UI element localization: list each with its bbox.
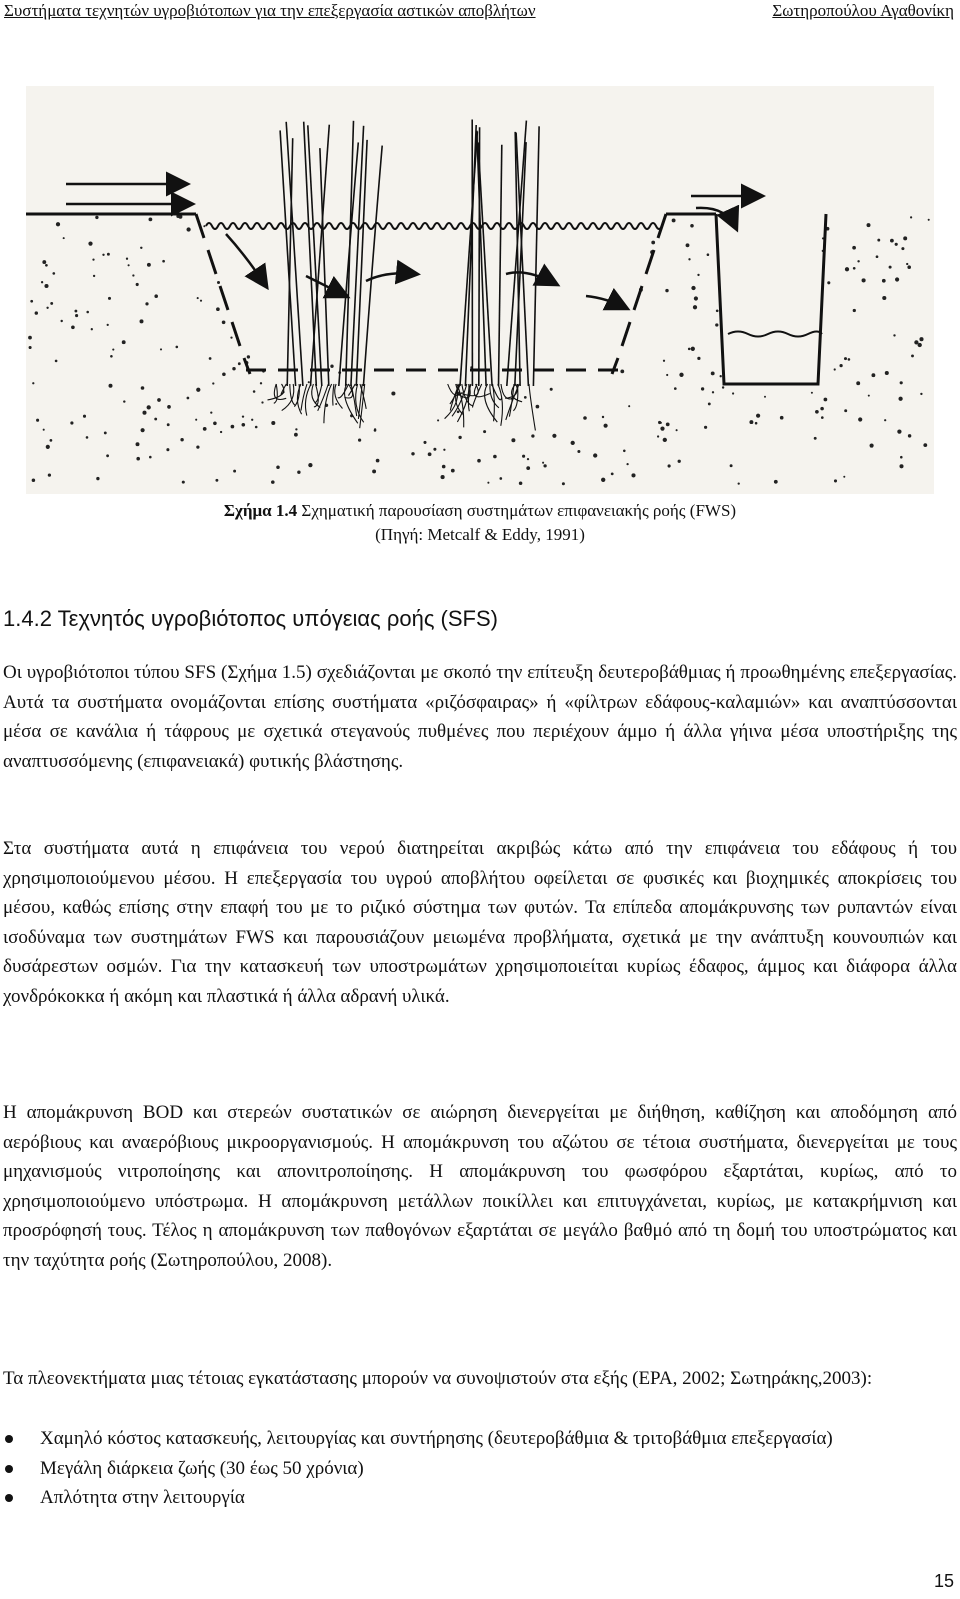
soil-dot	[136, 457, 140, 461]
soil-dot	[110, 355, 113, 358]
soil-dot	[611, 473, 614, 476]
soil-dot	[477, 459, 481, 463]
soil-dot	[908, 434, 911, 437]
page-number: 15	[933, 1571, 954, 1591]
soil-dot	[844, 409, 847, 412]
soil-dot	[391, 391, 395, 395]
bullet-icon	[5, 1494, 13, 1502]
soil-dot	[657, 435, 659, 437]
soil-dot	[821, 416, 824, 419]
soil-dot	[203, 225, 205, 227]
soil-dot	[104, 431, 107, 434]
soil-dot	[70, 421, 73, 424]
soil-dot	[852, 246, 856, 250]
soil-dot	[834, 479, 837, 482]
soil-dot	[74, 310, 77, 313]
soil-dot	[255, 426, 258, 429]
soil-dot	[884, 419, 886, 421]
soil-dot	[52, 272, 55, 275]
soil-dot	[46, 445, 50, 449]
soil-dot	[451, 469, 455, 473]
soil-dot	[583, 416, 587, 420]
soil-dot	[870, 444, 874, 448]
soil-dot	[889, 266, 892, 269]
soil-dot	[43, 429, 45, 431]
soil-dot	[220, 431, 222, 433]
soil-dot	[720, 375, 722, 377]
soil-dot	[690, 224, 694, 228]
soil-dot	[844, 357, 847, 360]
soil-dot	[543, 464, 546, 467]
soil-dot	[487, 482, 489, 484]
soil-dot	[91, 328, 93, 330]
soil-dot	[857, 260, 859, 262]
fws-schematic-figure	[26, 86, 934, 494]
soil-dot	[665, 289, 668, 292]
soil-dot	[839, 364, 842, 367]
soil-dot	[428, 452, 432, 456]
soil-dot	[295, 428, 297, 430]
soil-dot	[856, 381, 860, 385]
soil-dot	[242, 423, 246, 427]
soil-dot	[71, 325, 75, 329]
soil-dot	[623, 450, 626, 453]
soil-dot	[901, 247, 904, 250]
soil-dot	[112, 349, 114, 351]
soil-dot	[195, 419, 197, 421]
soil-dot	[550, 388, 553, 391]
soil-dot	[209, 357, 212, 360]
soil-dot	[96, 477, 99, 480]
soil-dot	[666, 374, 668, 376]
soil-dot	[63, 237, 65, 239]
soil-dot	[196, 445, 199, 448]
soil-dot	[815, 410, 819, 414]
soil-dot	[536, 405, 540, 409]
soil-dot	[154, 294, 158, 298]
soil-dot	[715, 323, 718, 326]
soil-dot	[716, 309, 719, 312]
soil-dot	[722, 386, 724, 388]
soil-dot	[499, 477, 502, 480]
figure-source: (Πηγή: Metcalf & Eddy, 1991)	[375, 525, 585, 544]
soil-dot	[774, 480, 778, 484]
soil-dot	[688, 348, 691, 351]
soil-dot	[898, 397, 902, 401]
soil-dot	[626, 463, 628, 465]
soil-dot	[108, 297, 111, 300]
soil-dot	[107, 324, 109, 326]
soil-dot	[86, 436, 89, 439]
soil-dot	[376, 459, 380, 463]
list-item	[3, 1424, 957, 1454]
soil-dot	[88, 241, 92, 245]
soil-dot	[230, 336, 232, 338]
advantages-list	[3, 1424, 957, 1513]
soil-dot	[923, 443, 927, 447]
soil-dot	[93, 275, 95, 277]
soil-dot	[142, 411, 146, 415]
soil-dot	[493, 455, 497, 459]
soil-dot	[895, 277, 899, 281]
soil-dot	[827, 281, 830, 284]
soil-dot	[132, 274, 134, 276]
figure-caption	[0, 500, 960, 522]
figure-caption-text: Σχηματική παρουσίαση συστημάτων επιφανειακής ροής (FWS)	[301, 501, 737, 520]
soil-dot	[853, 267, 856, 270]
soil-dot	[755, 422, 758, 425]
soil-dot	[914, 340, 918, 344]
soil-dot	[691, 286, 695, 290]
soil-dot	[660, 427, 664, 431]
soil-dot	[756, 414, 760, 418]
soil-dot	[707, 253, 710, 256]
soil-dot	[848, 358, 851, 361]
soil-dot	[48, 473, 51, 476]
soil-dot	[83, 415, 86, 418]
soil-dot	[868, 395, 870, 397]
soil-dot	[697, 357, 700, 360]
soil-dot	[233, 470, 236, 473]
soil-dot	[217, 281, 220, 284]
soil-dot	[372, 469, 376, 473]
soil-dot	[697, 274, 699, 276]
soil-dot	[620, 370, 624, 374]
soil-dot	[845, 267, 849, 271]
soil-dot	[882, 296, 886, 300]
soil-dot	[711, 371, 715, 375]
soil-dot	[242, 415, 244, 417]
soil-dot	[552, 434, 556, 438]
soil-dot	[928, 219, 930, 221]
soil-dot	[601, 478, 605, 482]
soil-dot	[911, 354, 914, 357]
soil-dot	[890, 239, 894, 243]
soil-dot	[122, 340, 126, 344]
soil-dot	[571, 441, 575, 445]
soil-dot	[877, 239, 880, 242]
section-heading: 1.4.2 Τεχνητός υγροβιότοπος υπόγειας ροής (SFS)	[3, 606, 498, 631]
soil-dot	[167, 405, 171, 409]
soil-dot	[32, 478, 36, 482]
soil-dot	[577, 450, 580, 453]
soil-dot	[631, 473, 635, 477]
soil-dot	[212, 382, 214, 384]
soil-dot	[871, 373, 875, 377]
soil-dot	[678, 460, 681, 463]
soil-dot	[136, 283, 139, 286]
soil-dot	[294, 433, 298, 437]
list-item	[3, 1454, 957, 1484]
soil-dot	[900, 456, 903, 459]
soil-dot	[899, 464, 903, 468]
soil-dot	[893, 334, 895, 336]
soil-dot	[106, 454, 109, 457]
soil-dot	[271, 421, 275, 425]
soil-dot	[867, 223, 871, 227]
soil-dot	[176, 346, 179, 349]
soil-dot	[562, 482, 565, 485]
soil-dot	[843, 476, 845, 478]
soil-dot	[55, 360, 58, 363]
soil-dot	[30, 300, 33, 303]
soil-dot	[222, 373, 226, 377]
soil-dot	[437, 419, 439, 421]
soil-dot	[604, 424, 608, 428]
soil-dot	[676, 429, 678, 431]
soil-dot	[701, 387, 704, 390]
soil-dot	[663, 360, 665, 362]
soil-dot	[60, 320, 62, 322]
soil-dot	[203, 427, 207, 431]
soil-dot	[691, 347, 695, 351]
soil-dot	[906, 263, 908, 265]
paragraph-2: Στα συστήματα αυτά η επιφάνεια του νερού διατηρείται ακριβώς κάτω από την επιφάνεια του εδάφους ή του χρησιμοποιούμενου μέσου. Η επεξεργασία του υγρού αποβλήτου οφείλεται σε φυσικές και βιοχημικές αποκρίσεις του μέσου, καθώς επίσης στην επαφή του με το ριζικό σύστημα των φυτών. Τα επίπεδα απομάκρυνσης των ρυπαντών είναι ισοδύναμα των συστημάτων FWS και παρουσιάζουν μειωμένα προβλήματα, σχετικά με την ανάπτυξη κουνουπιών και δυσάρεστων οσμών. Για την κατασκευή των υποστρωμάτων χρησιμοποιείται κυρίως έδαφος, άμμος και διάφορα άλλα χονδρόκοκκα ή ακόμη και πλαστικά ή άλλα αδρανή υλικά.	[3, 838, 957, 1007]
soil-dot	[92, 258, 94, 260]
soil-dot	[32, 382, 34, 384]
soil-dot	[197, 297, 199, 299]
soil-dot	[526, 466, 530, 470]
soil-dot	[358, 439, 361, 442]
soil-dot	[738, 482, 740, 484]
soil-dot	[330, 365, 333, 368]
soil-dot	[276, 465, 280, 469]
soil-dot	[222, 320, 226, 324]
paragraph-3: Η απομάκρυνση BOD και στερεών συστατικών σε αιώρηση διενεργείται με διήθηση, καθίζηση και αποδόμηση από αερόβιους και αναερόβιους μικροοργανισμούς. Η απομάκρυνση του αζώτου σε τέτοια συστήματα, διενεργείται με τους μηχανισμούς νιτροποίησης και απονιτροποίησης. Η απομάκρυνση του φωσφόρου εξαρτάται, κυρίως, από το χρησιμοποιούμενο υπόστρωμα. Η απομάκρυνση μετάλλων ποικίλλει και επιτυγχάνεται, κυρίως, με κατακρήμνιση και προσρόφησή τους. Τέλος η απομάκρυνση των παθογόνων εξαρτάται σε μεγάλο βαθμό από τη δομή του υποστρώματος και την ταχύτητα ροής (Σωτηροπούλου, 2008).	[3, 1102, 957, 1271]
soil-dot	[593, 453, 597, 457]
soil-dot	[141, 386, 145, 390]
soil-dot	[232, 367, 235, 370]
soil-dot	[732, 392, 734, 394]
soil-dot	[44, 284, 48, 288]
list-item-text: Μεγάλη διάρκεια ζωής (30 έως 50 χρόνια)	[40, 1457, 364, 1479]
soil-dot	[160, 348, 162, 350]
soil-dot	[527, 458, 529, 460]
soil-dot	[814, 437, 817, 440]
soil-dot	[522, 455, 525, 458]
soil-dot	[251, 419, 253, 421]
soil-dot	[200, 300, 202, 302]
soil-dot	[411, 452, 414, 455]
soil-dot	[335, 403, 337, 405]
soil-dot	[56, 222, 60, 226]
soil-dot	[910, 216, 912, 218]
soil-dot	[519, 482, 523, 486]
soil-dot	[834, 368, 836, 370]
soil-dot	[238, 362, 241, 365]
soil-dot	[658, 421, 661, 424]
soil-dot	[628, 405, 630, 407]
soil-dot	[780, 416, 784, 420]
soil-dot	[458, 436, 461, 439]
soil-dot	[663, 438, 667, 442]
soil-dot	[903, 236, 907, 240]
soil-dot	[231, 425, 235, 429]
soil-dot	[730, 464, 733, 467]
soil-dot	[126, 258, 128, 260]
soil-dot	[764, 396, 766, 398]
soil-dot	[29, 346, 32, 349]
soil-dot	[216, 307, 220, 311]
soil-dot	[154, 418, 157, 421]
soil-dot	[50, 439, 53, 442]
soil-dot	[524, 396, 527, 399]
header-document-title: Συστήματα τεχνητών υγροβιότοπων για την επεξεργασία αστικών αποβλήτων	[4, 1, 536, 20]
soil-dot	[824, 398, 828, 402]
soil-dot	[180, 438, 183, 441]
soil-dot	[136, 442, 140, 446]
soil-dot	[147, 405, 151, 409]
soil-dot	[109, 384, 113, 388]
soil-dot	[182, 481, 185, 484]
soil-dot	[443, 449, 445, 451]
soil-dot	[651, 241, 655, 245]
soil-dot	[920, 393, 922, 395]
soil-dot	[511, 438, 515, 442]
soil-dot	[187, 397, 190, 400]
soil-dot	[271, 480, 275, 484]
soil-dot	[215, 479, 218, 482]
soil-dot	[668, 464, 671, 467]
soil-dot	[442, 465, 446, 469]
soil-dot	[693, 305, 697, 309]
soil-dot	[895, 243, 898, 246]
header-author: Σωτηροπούλου Αγαθονίκη	[772, 1, 954, 20]
soil-dot	[167, 423, 170, 426]
soil-dot	[308, 463, 312, 467]
soil-dot	[694, 296, 698, 300]
soil-dot	[36, 419, 39, 422]
soil-dot	[140, 247, 142, 249]
soil-dot	[196, 388, 200, 392]
soil-dot	[149, 218, 153, 222]
soil-dot	[50, 302, 53, 305]
page-header	[0, 0, 960, 26]
soil-dot	[885, 371, 889, 375]
soil-dot	[666, 423, 670, 427]
soil-dot	[907, 265, 911, 269]
soil-dot	[688, 258, 690, 260]
soil-dot	[858, 417, 862, 421]
soil-dot	[876, 255, 879, 258]
list-item	[3, 1483, 957, 1513]
soil-dot	[128, 264, 130, 266]
soil-dot	[149, 456, 152, 459]
soil-dot	[86, 311, 89, 314]
soil-dot	[602, 416, 604, 418]
soil-dot	[862, 278, 866, 282]
soil-dot	[186, 227, 190, 231]
bullet-icon	[5, 1465, 13, 1473]
soil-dot	[166, 448, 169, 451]
figure-caption-label: Σχήμα 1.4	[223, 501, 298, 520]
soil-dot	[542, 462, 544, 464]
soil-dot	[28, 336, 32, 340]
soil-dot	[708, 402, 711, 405]
soil-dot	[433, 448, 436, 451]
soil-dot	[247, 355, 250, 358]
soil-dot	[45, 264, 48, 267]
soil-dot	[749, 420, 753, 424]
soil-dot	[441, 475, 445, 479]
soil-dot	[123, 400, 125, 402]
paragraph-1: Οι υγροβιότοποι τύπου SFS (Σχήμα 1.5) σχεδιάζονται με σκοπό την επίτευξη δευτεροβάθμιας ή προωθημένης επεξεργασίας. Αυτά τα συστήματα ονομάζονται επίσης συστήματα «ριζόσφαιρας» ή «φίλτρων εδάφους-καλαμιών» και αναπτύσσονται μέσα σε κανάλια ή τάφρους με σχετικά στεγανούς πυθμένες που περιέχουν άμμο ή άλλα γήινα μέσα υποστήριξης της αναπτυσσόμενης (επιφανειακά) φυτικής βλάστησης.	[3, 662, 957, 772]
soil-dot	[75, 314, 78, 317]
soil-dot	[457, 410, 460, 413]
bullet-icon	[5, 1435, 13, 1443]
soil-dot	[374, 429, 377, 432]
soil-dot	[213, 422, 217, 426]
list-item-text: Απλότητα στην λειτουργία	[40, 1487, 245, 1508]
soil-dot	[704, 426, 707, 429]
soil-dot	[900, 381, 903, 384]
soil-dot	[679, 373, 683, 377]
paragraph-4: Τα πλεονεκτήματα μιας τέτοιας εγκατάστασης μπορούν να συνοψιστούν στα εξής (EPA, 2002; Σωτηράκης,2003):	[3, 1368, 873, 1389]
soil-dot	[42, 260, 46, 264]
soil-dot	[145, 302, 148, 305]
soil-dot	[261, 401, 263, 403]
soil-dot	[157, 398, 161, 402]
soil-dot	[897, 429, 901, 433]
list-item-text: Χαμηλό κόστος κατασκευής, λειτουργίας και συντήρησης (δευτεροβάθμια & τριτοβάθμια επεξεργασία)	[40, 1428, 833, 1449]
soil-dot	[811, 392, 813, 394]
soil-dot	[531, 434, 534, 437]
soil-dot	[141, 428, 145, 432]
soil-dot	[674, 387, 677, 390]
soil-dot	[297, 470, 300, 473]
soil-dot	[712, 391, 714, 393]
soil-dot	[483, 430, 486, 433]
soil-dot	[102, 254, 104, 256]
soil-dot	[95, 216, 98, 219]
soil-dot	[686, 243, 690, 247]
soil-dot	[820, 407, 824, 411]
soil-dot	[41, 281, 43, 283]
soil-dot	[260, 382, 262, 384]
soil-dot	[107, 253, 110, 256]
soil-dot	[919, 337, 923, 341]
soil-dot	[253, 390, 256, 393]
soil-dot	[210, 411, 212, 413]
soil-dot	[853, 309, 856, 312]
soil-dot	[140, 319, 144, 323]
soil-dot	[423, 441, 426, 444]
soil-dot	[162, 260, 165, 263]
soil-dot	[46, 307, 48, 309]
soil-dot	[882, 279, 886, 283]
soil-dot	[308, 381, 310, 383]
soil-dot	[147, 263, 151, 267]
soil-dot	[672, 218, 676, 222]
soil-dot	[35, 311, 38, 314]
